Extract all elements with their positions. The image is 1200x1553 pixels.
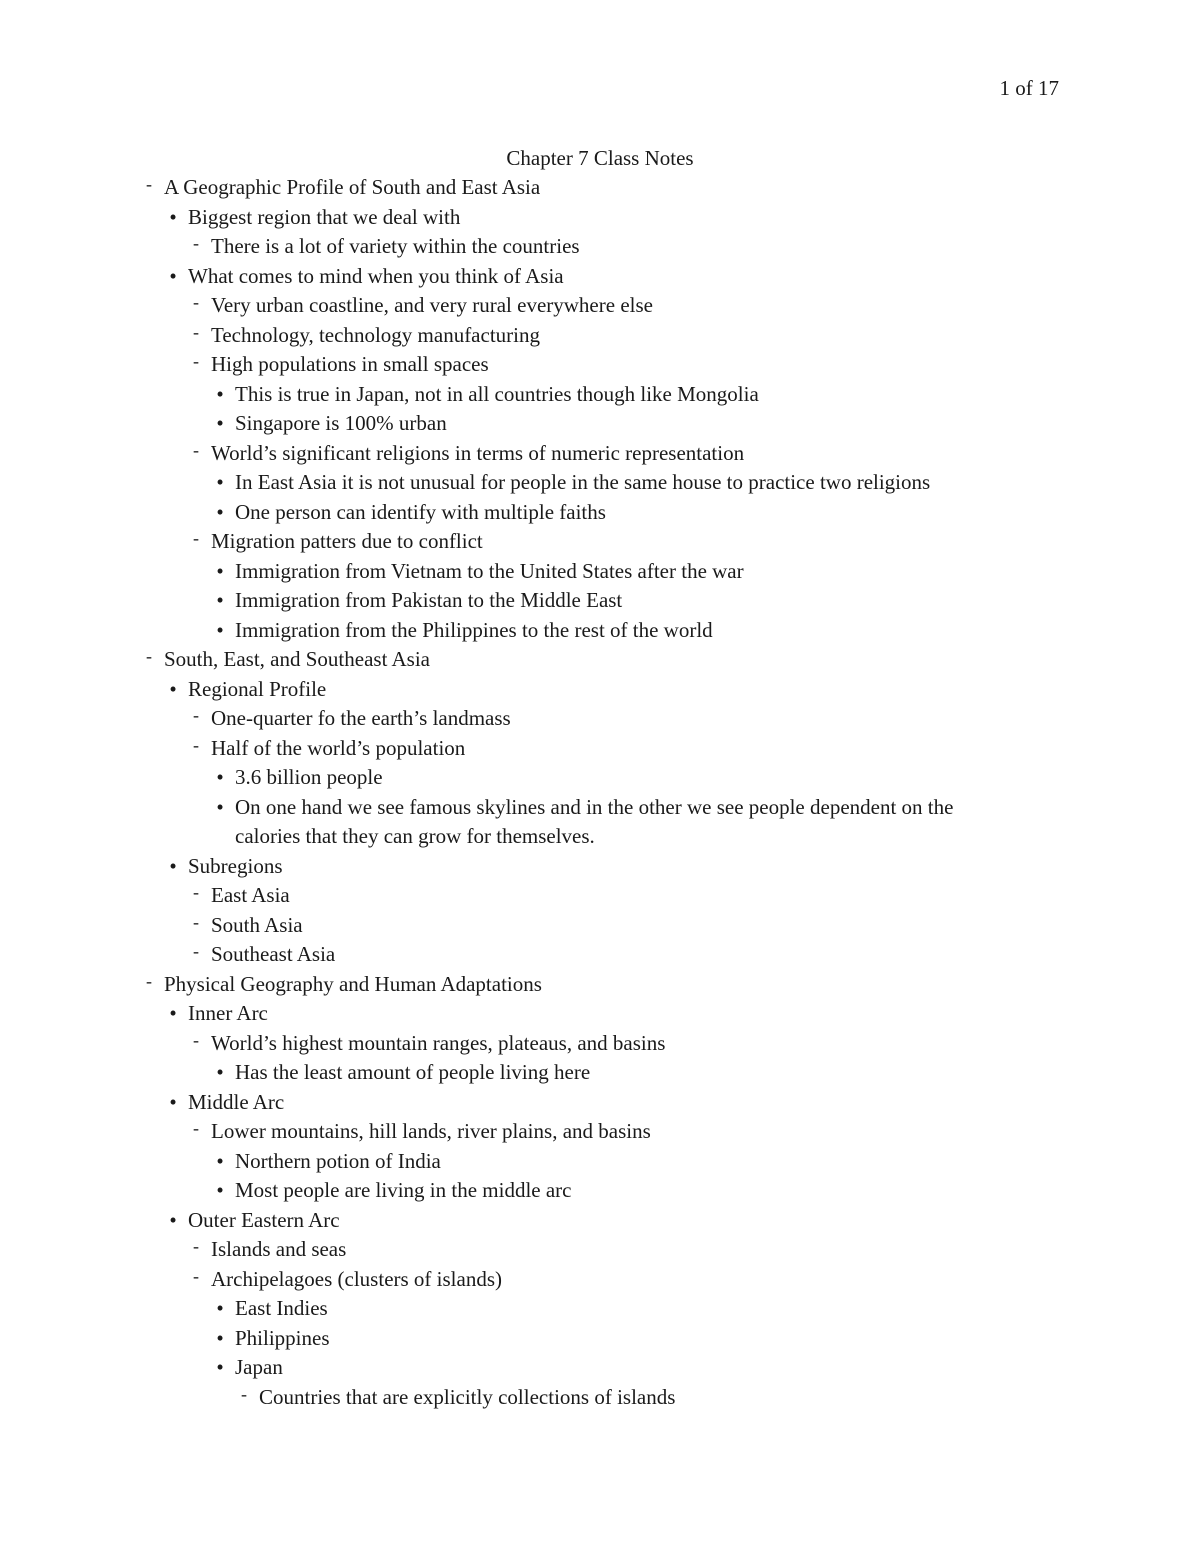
bullet-marker-icon: • [216,381,224,406]
outline-item [216,468,1060,498]
outline-item-text: calories that they can grow for themselves. [235,824,595,848]
bullet-marker-icon: • [216,1296,224,1320]
outline-item [169,1088,1060,1118]
outline-item [193,881,1060,911]
bullet-marker-icon: • [169,1089,177,1114]
bullet-marker-icon: • [216,1060,224,1084]
dash-marker-icon: - [193,705,199,725]
outline-item [193,321,1060,351]
outline-item-text: South Asia [211,912,303,937]
outline-item [146,970,1060,1000]
dash-marker-icon: - [193,911,199,932]
outline-item [146,645,1060,675]
outline-item-text: 3.6 billion people [235,765,383,789]
bullet-marker-icon: • [169,263,177,288]
outline-item [193,291,1060,321]
bullet-marker-icon: • [216,411,224,435]
outline-item-text: Countries that are explicitly collections of islands [259,1384,676,1409]
outline-item-text: This is true in Japan, not in all countries though like Mongolia [235,381,759,406]
outline-item-text: On one hand we see famous skylines and in the other we see people dependent on the [235,794,954,819]
bullet-marker-icon: • [216,558,224,583]
outline-item [193,1029,1060,1059]
outline-item [193,527,1060,557]
outline-item-text: World’s highest mountain ranges, plateaus, and basins [211,1030,666,1055]
outline-item [216,409,1060,439]
outline-item [193,734,1060,764]
outline-item-text: Subregions [188,853,283,878]
outline-item-text: Middle Arc [188,1089,285,1114]
outline-item-text: In East Asia it is not unusual for people in the same house to practice two religions [235,470,931,494]
outline-item [216,793,1060,823]
outline-item-text: Biggest region that we deal with [188,204,461,229]
page-number: 1 of 17 [999,76,1059,100]
outline-item-text: Southeast Asia [211,942,336,966]
outline-item [169,1206,1060,1236]
outline-item-text: Very urban coastline, and very rural everywhere else [211,293,653,317]
bullet-marker-icon: • [216,499,224,524]
outline-item-text: Islands and seas [211,1237,347,1261]
bullet-marker-icon: • [216,617,224,642]
outline-item-text: Has the least amount of people living here [235,1060,591,1084]
outline-item [169,262,1060,292]
dash-marker-icon: - [193,351,199,371]
dash-marker-icon: - [193,528,199,548]
outline-item-text: Singapore is 100% urban [235,411,447,435]
outline-item-text: A Geographic Profile of South and East Asia [164,175,541,199]
outline-item-text: Archipelagoes (clusters of islands) [211,1266,502,1291]
outline-item [193,911,1060,941]
bullet-marker-icon: • [216,470,224,494]
dash-marker-icon: - [193,439,199,460]
outline-item [169,999,1060,1029]
bullet-marker-icon: • [216,1355,224,1379]
bullet-marker-icon: • [216,794,224,819]
outline-item [193,704,1060,734]
dash-marker-icon: - [193,941,199,961]
outline-item-text: Lower mountains, hill lands, river plains, and basins [211,1119,651,1143]
outline-item-text: Physical Geography and Human Adaptations [164,971,542,996]
dash-marker-icon: - [193,1029,199,1050]
outline-item [216,1324,1060,1354]
outline-item [216,498,1060,528]
outline-item-text: East Indies [235,1296,328,1320]
outline-item [169,675,1060,705]
outline-item [216,557,1060,587]
outline-item-text: High populations in small spaces [211,352,489,376]
outline-item [216,763,1060,793]
outline-item [235,822,1060,852]
outline-item [169,203,1060,233]
outline-item-text: East Asia [211,883,290,907]
bullet-marker-icon: • [216,588,224,612]
dash-marker-icon: - [146,646,152,666]
outline-item-text: One-quarter fo the earth’s landmass [211,706,511,730]
outline-item [216,586,1060,616]
outline-item [193,940,1060,970]
outline-item [216,1353,1060,1383]
outline-item-text: Northern potion of India [235,1148,441,1173]
outline-item-text: Technology, technology manufacturing [211,322,540,347]
notes-outline [140,173,1060,1412]
dash-marker-icon: - [193,233,199,253]
bullet-marker-icon: • [216,1148,224,1173]
outline-item [193,1235,1060,1265]
outline-item [169,852,1060,882]
outline-item [193,1117,1060,1147]
bullet-marker-icon: • [169,676,177,701]
outline-item-text: Migration patters due to conflict [211,529,483,553]
dash-marker-icon: - [193,1265,199,1286]
dash-marker-icon: - [193,734,199,755]
dash-marker-icon: - [241,1383,247,1404]
outline-item-text: Regional Profile [188,676,327,701]
outline-item [216,1147,1060,1177]
bullet-marker-icon: • [216,765,224,789]
bullet-marker-icon: • [169,1001,177,1025]
outline-item-text: Half of the world’s population [211,735,466,760]
outline-item-text: Inner Arc [188,1001,268,1025]
outline-item-text: Philippines [235,1325,330,1350]
outline-item [146,173,1060,203]
outline-item-text: Immigration from Vietnam to the United States after the war [235,558,744,583]
document-title: Chapter 7 Class Notes [506,146,694,170]
bullet-marker-icon: • [169,204,177,229]
outline-item-text: Outer Eastern Arc [188,1207,340,1232]
outline-item-text: What comes to mind when you think of Asia [188,263,564,288]
outline-item-text: Immigration from the Philippines to the rest of the world [235,617,713,642]
outline-item [216,616,1060,646]
outline-item-text: World’s significant religions in terms of numeric representation [211,440,745,465]
outline-item-text: There is a lot of variety within the countries [211,234,580,258]
outline-item [193,1265,1060,1295]
dash-marker-icon: - [193,292,199,312]
outline-item-text: Immigration from Pakistan to the Middle East [235,588,623,612]
outline-item [241,1383,1060,1413]
outline-item [216,1294,1060,1324]
outline-item [193,350,1060,380]
outline-item [193,439,1060,469]
dash-marker-icon: - [146,970,152,991]
outline-item-text: One person can identify with multiple faiths [235,499,606,524]
outline-item [193,232,1060,262]
outline-item [216,1176,1060,1206]
outline-item [216,1058,1060,1088]
dash-marker-icon: - [146,174,152,194]
dash-marker-icon: - [193,1236,199,1256]
outline-item-text: Japan [235,1355,283,1379]
bullet-marker-icon: • [216,1178,224,1202]
bullet-marker-icon: • [216,1325,224,1350]
bullet-marker-icon: • [169,1207,177,1232]
outline-item [216,380,1060,410]
outline-item-text: Most people are living in the middle arc [235,1178,572,1202]
dash-marker-icon: - [193,1118,199,1138]
bullet-marker-icon: • [169,853,177,878]
outline-item-text: South, East, and Southeast Asia [164,647,430,671]
dash-marker-icon: - [193,321,199,342]
dash-marker-icon: - [193,882,199,902]
